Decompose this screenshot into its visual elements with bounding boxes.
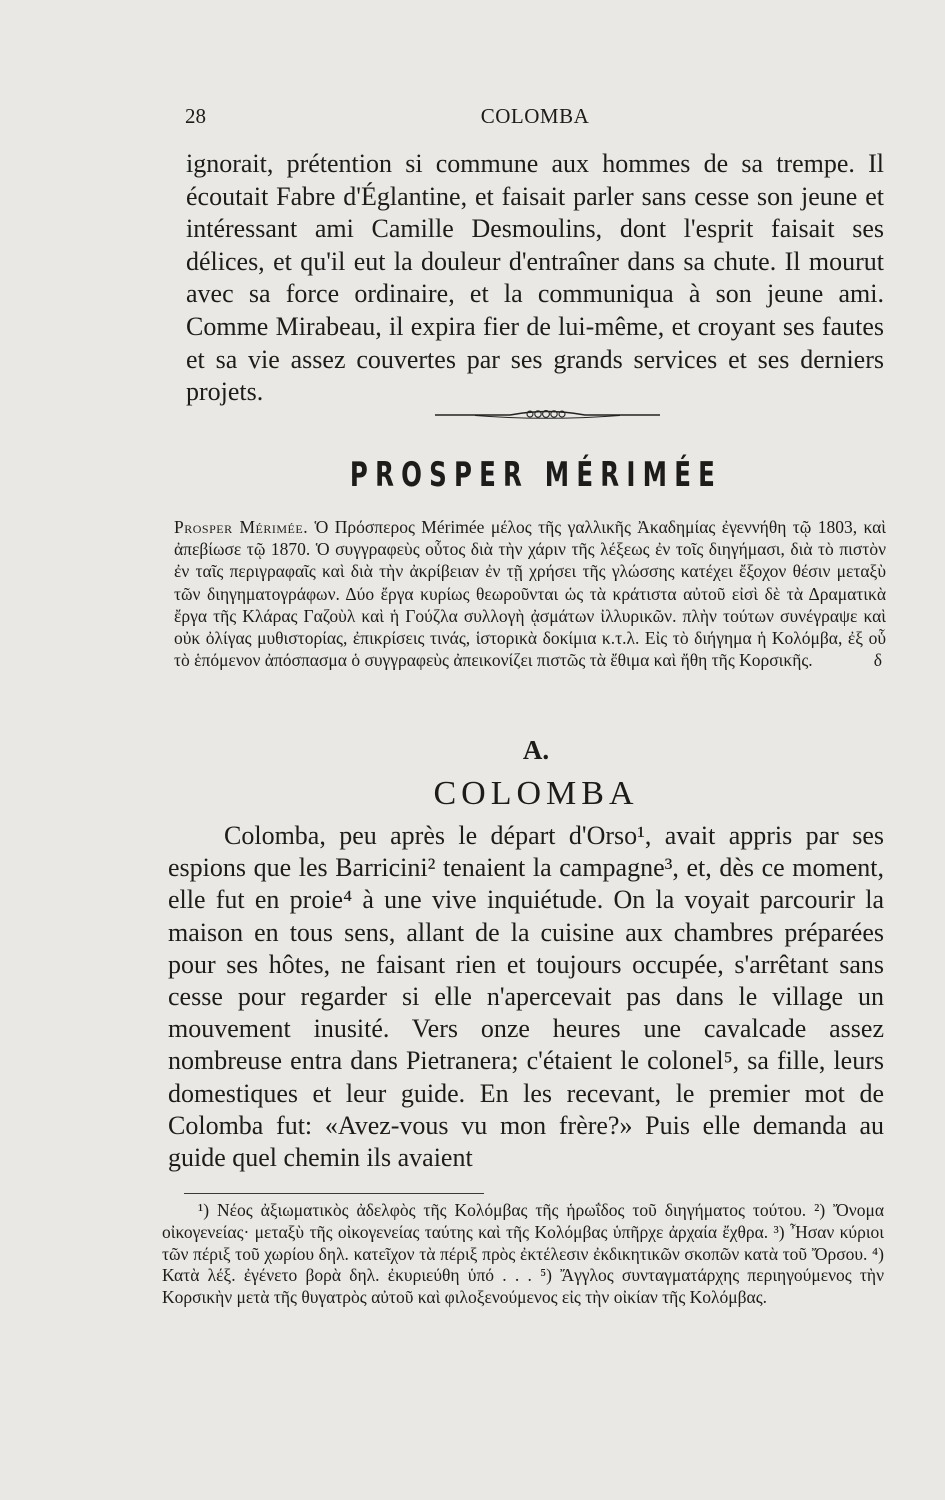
chapter-number: A. [522, 735, 550, 765]
running-head [185, 104, 885, 134]
footnotes: ¹) Νέος ἀξιωματικὸς ἀδελφὸς τῆς Κολόμβας τῆς ἡρωΐδος τοῦ διηγήματος τούτου. ²) Ὄνομα οἰκογενείας· μεταξὺ τῆς οἰκογενείας ταύτης καὶ τῆς Κολόμβας ὑπῆρχε ἀρχαία ἔχθρα. ³) Ἦσαν κύριοι τῶν πέριξ τοῦ χωρίου δηλ. κατεῖχον τὰ πέριξ πρὸς ἐκτέλεσιν ἐκδικητικῶν σκοπῶν κατὰ τοῦ Ὄρσου. ⁴) Κατὰ λέξ. ἐγένετο βορὰ δηλ. ἐκυριεύθη ὑπό . . . ⁵) Ἄγγλος συνταγματάρχης περιηγούμενος τὴν Κορσικὴν μετὰ τῆς θυγατρὸς αὐτοῦ καὶ φιλοξενούμενος εἰς τὴν οἰκίαν τῆς Κολόμβας. [162, 1200, 884, 1308]
running-title: COLOMBA [480, 104, 590, 128]
bio-name: Prosper Mérimée. [174, 517, 309, 537]
ornament-divider [435, 405, 660, 425]
story-paragraph: Colomba, peu après le départ d'Orso¹, avait appris par ses espions que les Barricini² tenaient la campagne³, et, dès ce moment, elle fut en proie⁴ à une vive inquiétude. On la voyait parcourir la maison en tous sens, allant de la cuisine aux chambres préparées pour ses hôtes, ne faisant rien et toujours occupée, s'arrêtant sans cesse pour regarder si elle n'apercevait pas dans le village un mouvement inusité. Vers onze heures une cavalcade assez nombreuse entra dans Pietranera; c'étaient le colonel⁵, sa fille, leurs domestiques et leur guide. En les recevant, le premier mot de Colomba fut: «Avez-vous vu mon frère?» Puis elle demanda au guide quel chemin ils avaient [168, 821, 884, 1173]
chapter-title: COLOMBA [433, 775, 639, 812]
bio-signature: δ [873, 650, 882, 671]
footnote-rule [184, 1193, 484, 1194]
bio-text: Ὁ Πρόσπερος Mérimée μέλος τῆς γαλλικῆς Ἀκαδημίας ἐγεννήθη τῷ 1803, καὶ ἀπεβίωσε τῷ 1870. Ὁ συγγραφεὺς οὗτος διὰ τὴν χάριν τῆς λέξεως ἐν τοῖς διηγήμασι, διὰ τὸ πιστὸν ἐν ταῖς περιγραφαῖς καὶ διὰ τὴν ἀκρίβειαν ἐν τῇ χρήσει τῆς γλώσσης κατέχει ἔξοχον θέσιν μεταξὺ τῶν διηγηματογράφων. Δύο ἔργα κυρίως θεωροῦνται ὡς τὰ κράτιστα αὐτοῦ εἰσὶ δὲ τὰ Δραματικὰ ἔργα τῆς Κλάρας Γαζοὺλ καὶ ἡ Γούζλα συλλογὴ ᾀσμάτων ἰλλυρικῶν. πλὴν τούτων συνέγραψε καὶ οὐκ ὀλίγας μυθιστορίας, ἐπικρίσεις τινάς, ἱστορικὰ δοκίμια κ.τ.λ. Εἰς τὸ διήγημα ἡ Κολόμβα, ἐξ οὗ τὸ ἑπόμενον ἀπόσπασμα ὁ συγγραφεὺς ἀπεικονίζει πιστῶς τὰ ἔθιμα καὶ ἤθη τῆς Κορσικῆς. [174, 517, 887, 671]
page-number: 28 [185, 104, 206, 128]
section-heading: PROSPER MÉRIMÉE [349, 455, 723, 495]
biography-note [174, 516, 886, 671]
intro-paragraph: ignorait, prétention si commune aux hommes de sa trempe. Il écoutait Fabre d'Églantine, et faisait parler sans cesse son jeune et intéressant ami Camille Desmoulins, dont l'esprit faisait ses délices, et qu'il eut la douleur d'entraîner dans sa chute. Il mourut avec sa force ordinaire, et la communiqua à son jeune ami. Comme Mirabeau, il expira fier de lui-même, et croyant ses fautes et sa vie assez couvertes par ses grands services et ses derniers projets. [186, 149, 884, 407]
